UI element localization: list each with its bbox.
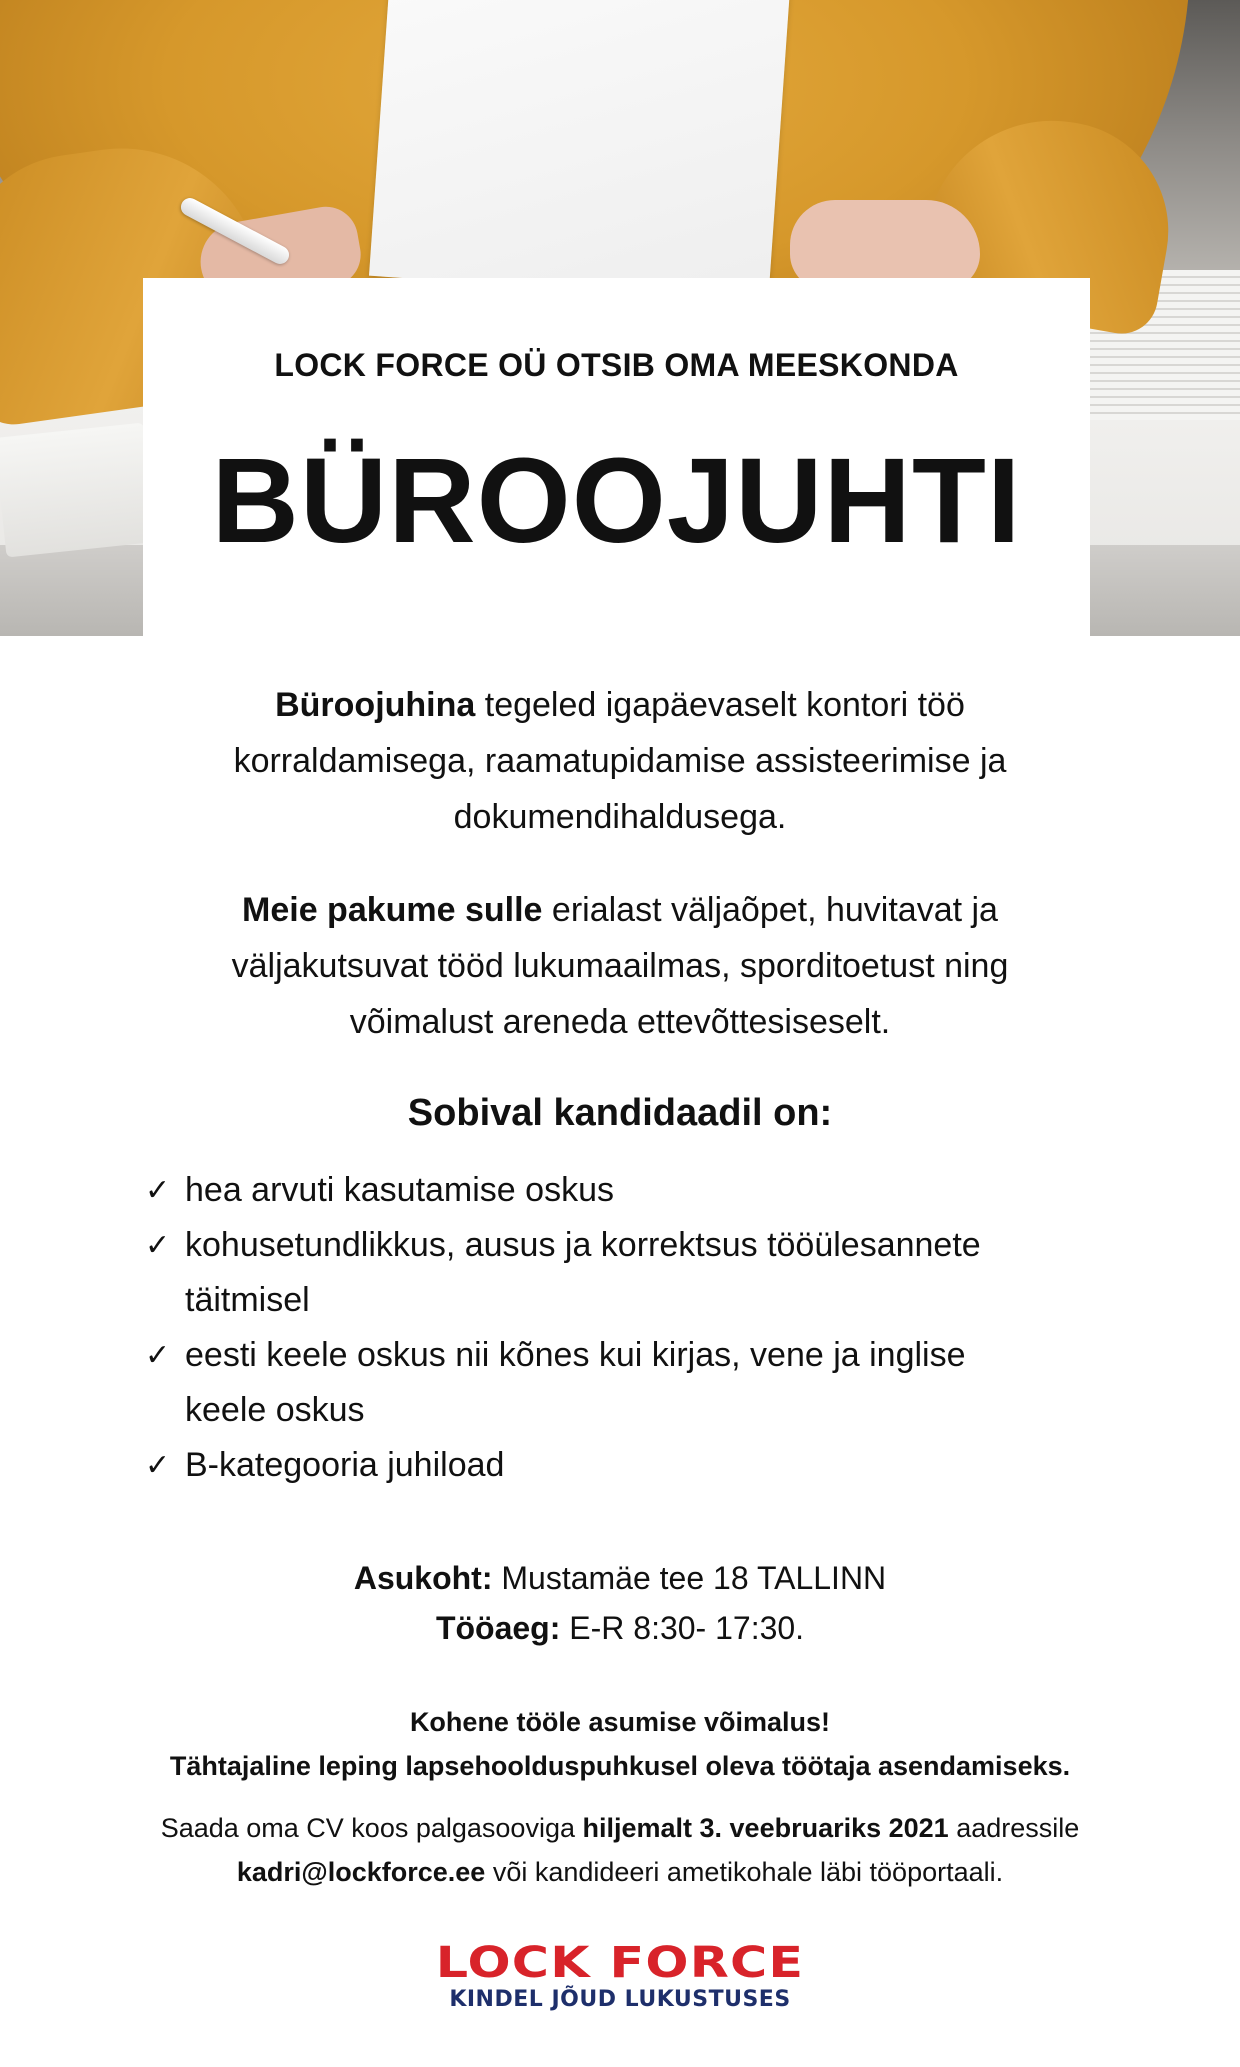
offer-line-2: väljakutsuvat tööd lukumaailmas, sporditoetust ning — [231, 947, 1009, 985]
location-line — [0, 1553, 1240, 1603]
binder-image — [0, 422, 156, 557]
requirement-text-continued: keele oskus — [185, 1391, 365, 1429]
offer-line-1-rest: erialast väljaõpet, huvitavat ja — [542, 891, 998, 929]
intro-bold: Büroojuhina — [275, 686, 476, 724]
hours-line — [0, 1603, 1240, 1653]
title-box — [143, 278, 1090, 636]
company-logo — [435, 1938, 805, 2020]
apply-tail: või kandideeri ametikohale läbi tööportaali. — [485, 1857, 1004, 1887]
list-item — [145, 1438, 1105, 1493]
hours-value: E-R 8:30- 17:30. — [560, 1610, 805, 1646]
check-icon: ✓ — [145, 1448, 171, 1483]
check-icon: ✓ — [145, 1173, 171, 1208]
document-paper-image — [369, 0, 791, 304]
contact-email[interactable]: kadri@lockforce.ee — [236, 1857, 486, 1887]
requirement-text: hea arvuti kasutamise oskus — [185, 1171, 614, 1209]
list-item — [145, 1328, 1105, 1438]
offer-bold: Meie pakume sulle — [242, 891, 543, 929]
contract-notice: Tähtajaline leping lapsehoolduspuhkusel oleva töötaja asendamiseks. — [169, 1751, 1071, 1781]
logo-tagline: KINDEL JÕUD LUKUSTUSES — [449, 1987, 791, 2012]
intro-line-2: korraldamisega, raamatupidamise assisteerimise ja — [233, 742, 1007, 780]
intro-line-1 — [120, 677, 1120, 733]
page-title: BÜROOJUHTI — [211, 432, 1022, 568]
intro-line-1-rest: tegeled igapäevaselt kontori töö — [475, 686, 965, 724]
apply-pre: Saada oma CV koos palgasooviga — [160, 1813, 583, 1843]
requirement-text: kohusetundlikkus, ausus ja korrektsus tööülesannete — [185, 1226, 981, 1264]
page-subtitle: LOCK FORCE OÜ OTSIB OMA MEESKONDA — [274, 347, 959, 383]
offer-line-1 — [120, 882, 1120, 938]
hours-label: Tööaeg: — [435, 1610, 561, 1646]
requirement-text: eesti keele oskus nii kõnes kui kirjas, vene ja inglise — [185, 1336, 966, 1374]
check-icon: ✓ — [145, 1338, 171, 1373]
requirement-text: B-kategooria juhiload — [185, 1446, 505, 1484]
apply-line-1 — [0, 1806, 1240, 1850]
check-icon: ✓ — [145, 1228, 171, 1263]
apply-post: aadressile — [948, 1813, 1080, 1843]
location-label: Asukoht: — [353, 1560, 493, 1596]
requirement-text-continued: täitmisel — [185, 1281, 310, 1319]
apply-line-2 — [0, 1850, 1240, 1894]
list-item — [145, 1163, 1105, 1218]
offer-line-3: võimalust areneda ettevõttesiseselt. — [349, 1003, 891, 1041]
right-hand-image — [790, 200, 980, 290]
requirements-title: Sobival kandidaadil on: — [407, 1092, 833, 1134]
list-item — [145, 1218, 1105, 1328]
offer-paragraph — [120, 882, 1120, 1050]
logo-wordmark: LOCK FORCE — [435, 1938, 805, 1988]
start-notice: Kohene tööle asumise võimalus! — [409, 1707, 831, 1737]
requirements-list — [145, 1163, 1105, 1493]
location-value: Mustamäe tee 18 TALLINN — [492, 1560, 887, 1596]
intro-paragraph — [120, 677, 1120, 845]
apply-deadline: hiljemalt 3. veebruariks 2021 — [582, 1813, 949, 1843]
intro-line-3: dokumendihaldusega. — [453, 798, 787, 836]
